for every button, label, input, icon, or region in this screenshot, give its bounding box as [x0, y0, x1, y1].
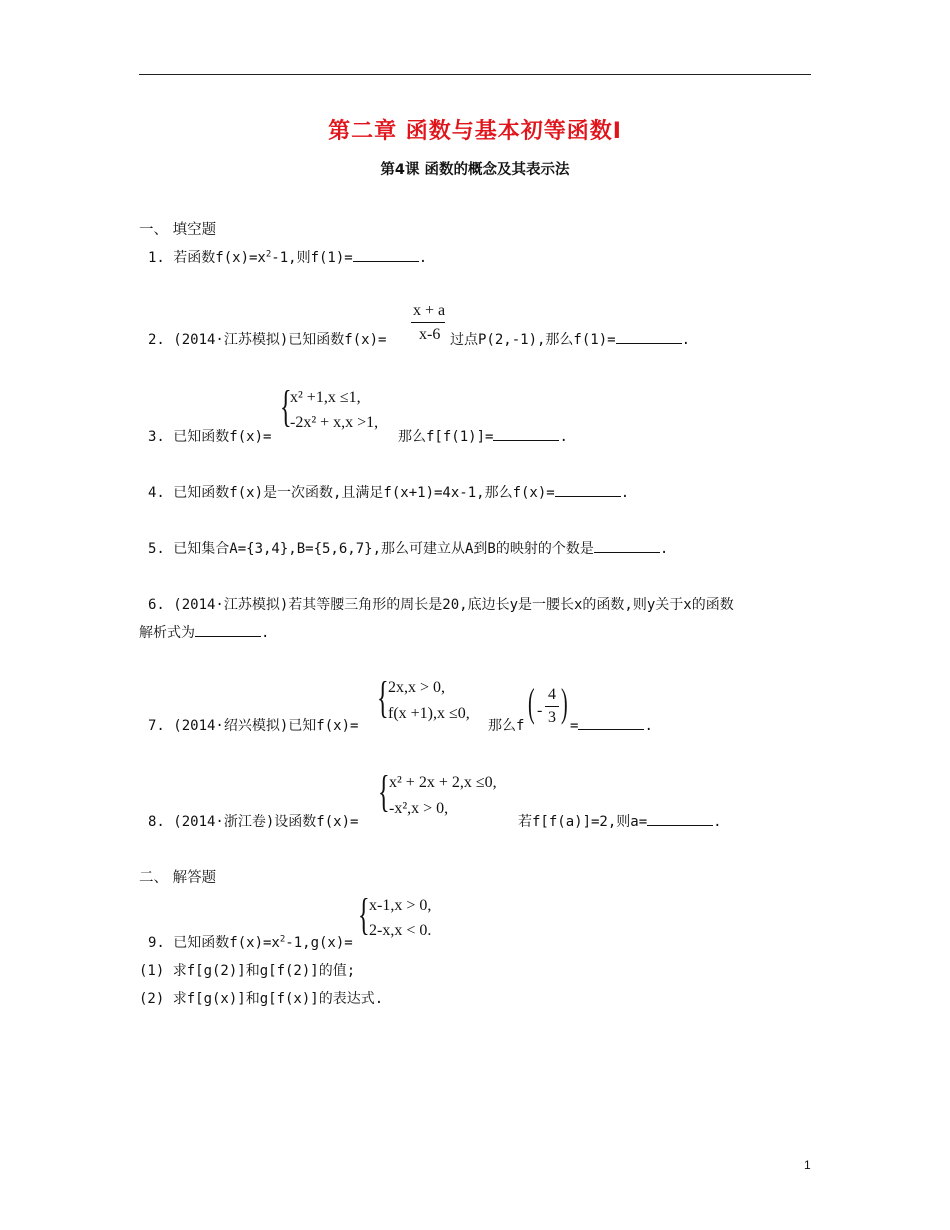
- answer-blank[interactable]: [594, 540, 660, 553]
- q9-case-2: 2-x,x < 0.: [369, 922, 432, 939]
- q3-case-2: -2x² + x,x >1,: [290, 414, 379, 431]
- answer-blank[interactable]: [353, 249, 419, 262]
- q8-brace: {: [378, 767, 390, 816]
- q7-f-label: 那么f: [488, 718, 525, 734]
- question-7-tail: = .: [570, 718, 653, 734]
- q7-minus-sign: -: [537, 702, 543, 719]
- answer-blank[interactable]: [195, 624, 261, 637]
- q2-numerator: x + a: [413, 302, 446, 319]
- question-2-stem: 2. (2014·江苏模拟)已知函数f(x)=: [148, 332, 387, 348]
- q9-brace: {: [358, 890, 370, 939]
- answer-blank[interactable]: [555, 484, 621, 497]
- question-6-line-1: 6. (2014·江苏模拟)若其等腰三角形的周长是20,底边长y是一腰长x的函数,则y关于x的函数: [148, 597, 734, 613]
- question-3-tail: 那么f[f(1)]= .: [398, 429, 568, 445]
- q3-case-1: x² +1,x ≤1,: [290, 389, 361, 406]
- q7-brace: {: [377, 673, 389, 722]
- section-fill-blank-title: 一、 填空题: [139, 222, 217, 238]
- q7-fraction-bar: [545, 706, 559, 707]
- lesson-title: 第4课 函数的概念及其表示法: [380, 162, 570, 178]
- question-2-tail: 过点P(2,-1),那么f(1)= .: [450, 332, 691, 348]
- q3-brace: {: [280, 382, 292, 431]
- question-4: 4. 已知函数f(x)是一次函数,且满足f(x+1)=4x-1,那么f(x)= .: [148, 485, 630, 501]
- q2-denominator: x-6: [419, 326, 441, 343]
- answer-blank[interactable]: [493, 428, 559, 441]
- q7-left-paren: (: [528, 680, 535, 725]
- q7-denominator: 3: [548, 709, 556, 726]
- question-6-line-2: 解析式为 .: [139, 625, 270, 641]
- answer-blank[interactable]: [647, 813, 713, 826]
- q2-fraction-bar: [411, 322, 445, 323]
- q7-right-paren: ): [561, 680, 568, 725]
- q7-case-1: 2x,x > 0,: [388, 679, 446, 696]
- question-9-stem: 9. 已知函数$f(x)=x^2-1,g(x)=$: [148, 934, 353, 951]
- section-answer-title: 二、 解答题: [139, 870, 217, 886]
- question-8-stem: 8. (2014·浙江卷)设函数f(x)=: [148, 814, 359, 830]
- question-9-part-2: (2) 求f[g(x)]和g[f(x)]的表达式.: [139, 991, 384, 1007]
- question-1: 1. 若函数$f(x)=x^2-1$,则f(1)= .: [148, 249, 428, 266]
- q9-case-1: x-1,x > 0,: [369, 897, 432, 914]
- header-rule: [139, 74, 811, 75]
- chapter-title: 第二章 函数与基本初等函数Ⅰ: [328, 119, 622, 144]
- question-3-stem: 3. 已知函数f(x)=: [148, 429, 272, 445]
- question-5: 5. 已知集合A={3,4},B={5,6,7},那么可建立从A到B的映射的个数是 .: [148, 541, 669, 557]
- answer-blank[interactable]: [578, 717, 644, 730]
- q8-case-2: -x²,x > 0,: [389, 800, 449, 817]
- q7-case-2: f(x +1),x ≤0,: [388, 705, 470, 722]
- question-8-tail: 若f[f(a)]=2,则a= .: [518, 814, 722, 830]
- question-9-part-1: (1) 求f[g(2)]和g[f(2)]的值;: [139, 963, 356, 979]
- page-number: 1: [804, 1158, 811, 1172]
- q8-case-1: x² + 2x + 2,x ≤0,: [389, 774, 497, 791]
- answer-blank[interactable]: [616, 331, 682, 344]
- question-7-stem: 7. (2014·绍兴模拟)已知f(x)=: [148, 718, 359, 734]
- q7-numerator: 4: [548, 686, 556, 703]
